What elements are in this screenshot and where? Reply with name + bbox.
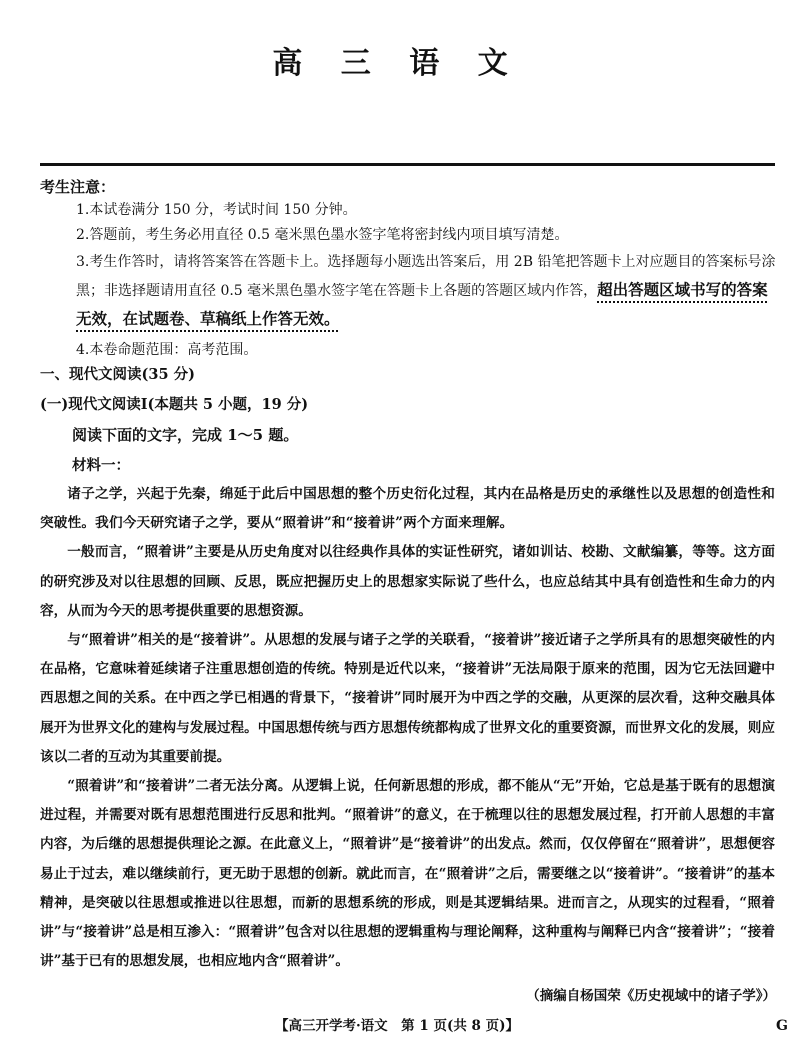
passage-paragraph: 一般而言，“照着讲”主要是从历史角度对以往经典作具体的实证性研究，诸如训诂、校勘、文献编纂，等等。这方面的研究涉及对以往思想的回顾、反思，既应把握历史上的思想家实际说了些什么，也应总结其中具有创造性和生命力的内容，从而为今天的思考提供重要的思想资源。 <box>40 544 775 619</box>
notice-list <box>76 198 776 363</box>
notice-item-3-text: 3.考生作答时，请将答案答在答题卡上。选择题每小题选出答案后，用 2B 铅笔把答题卡上对应题目的答案标号涂黑；非选择题请用直径 0.5 毫米黑色墨水签字笔在答题卡上各题的答题区域内作答， <box>76 254 776 299</box>
passage-paragraph: “照着讲”和“接着讲”二者无法分离。从逻辑上说，任何新思想的形成，都不能从“无”开始，它总是基于既有的思想演进过程，并需要对既有思想范围进行反思和批判。“照着讲”的意义，在于梳理以往的思想发展过程，打开前人思想的丰富内容，为后继的思想提供理论之源。在此意义上，“照着讲”是“接着讲”的出发点。然而，仅仅停留在“照着讲”，思想便容易止于过去，难以继续前行，更无助于思想的创新。就此而言，在“照着讲”之后，需要继之以“接着讲”。“接着讲”的基本精神，是突破以往思想或推进以往思想，而新的思想系统的形成，则是其逻辑结果。进而言之，从现实的过程看，“照着讲”与“接着讲”总是相互渗入：“照着讲”包含对以往思想的逻辑重构与理论阐释，这种重构与阐释已内含“接着讲”；“接着讲”基于已有的思想发展，也相应地内含“照着讲”。 <box>40 778 775 970</box>
notice-item-4: 4.本卷命题范围：高考范围。 <box>76 342 258 358</box>
section-heading: 一、现代文阅读(35 分) <box>40 366 195 383</box>
page-footer: 【高三开学考·语文 第 1 页(共 8 页)】 <box>274 1018 520 1034</box>
notice-heading: 考生注意： <box>40 178 116 196</box>
reading-instruction: 阅读下面的文字，完成 1～5 题。 <box>72 426 299 444</box>
notice-item-3 <box>76 248 776 334</box>
header-divider <box>40 163 775 166</box>
subsection-heading: (一)现代文阅读Ⅰ(本题共 5 小题，19 分) <box>40 396 309 413</box>
passage-paragraph: 与“照着讲”相关的是“接着讲”。从思想的发展与诸子之学的关联看，“接着讲”接近诸子之学所具有的思想突破性的内在品格，它意味着延续诸子注重思想创造的传统。特别是近代以来，“接着讲”无法局限于原来的范围，因为它无法回避中西思想之间的关系。在中西之学已相遇的背景下，“接着讲”同时展开为中西之学的交融，从更深的层次看，这种交融具体展开为世界文化的建构与发展过程。中国思想传统与西方思想传统都构成了世界文化的重要资源，而世界文化的发展，则应该以二者的互动为其重要前提。 <box>40 632 775 765</box>
passage-paragraph: 诸子之学，兴起于先秦，绵延于此后中国思想的整个历史衍化过程，其内在品格是历史的承继性以及思想的创造性和突破性。我们今天研究诸子之学，要从“照着讲”和“接着讲”两个方面来理解。 <box>40 486 775 532</box>
corner-mark: G <box>776 1018 788 1034</box>
passage-source: （摘编自杨国荣《历史视域中的诸子学》） <box>526 988 776 1004</box>
reading-passage <box>40 480 775 976</box>
notice-item-1: 1.本试卷满分 150 分，考试时间 150 分钟。 <box>76 202 357 218</box>
page-title: 高 三 语 文 <box>272 46 522 81</box>
notice-item-2: 2.答题前，考生务必用直径 0.5 毫米黑色墨水签字笔将密封线内项目填写清楚。 <box>76 227 569 243</box>
notice-item-3-emphasis: 超出答题区域书写的答案无效，在试题卷、草稿纸上作答无效。 <box>76 280 768 328</box>
material-label: 材料一： <box>72 457 130 474</box>
